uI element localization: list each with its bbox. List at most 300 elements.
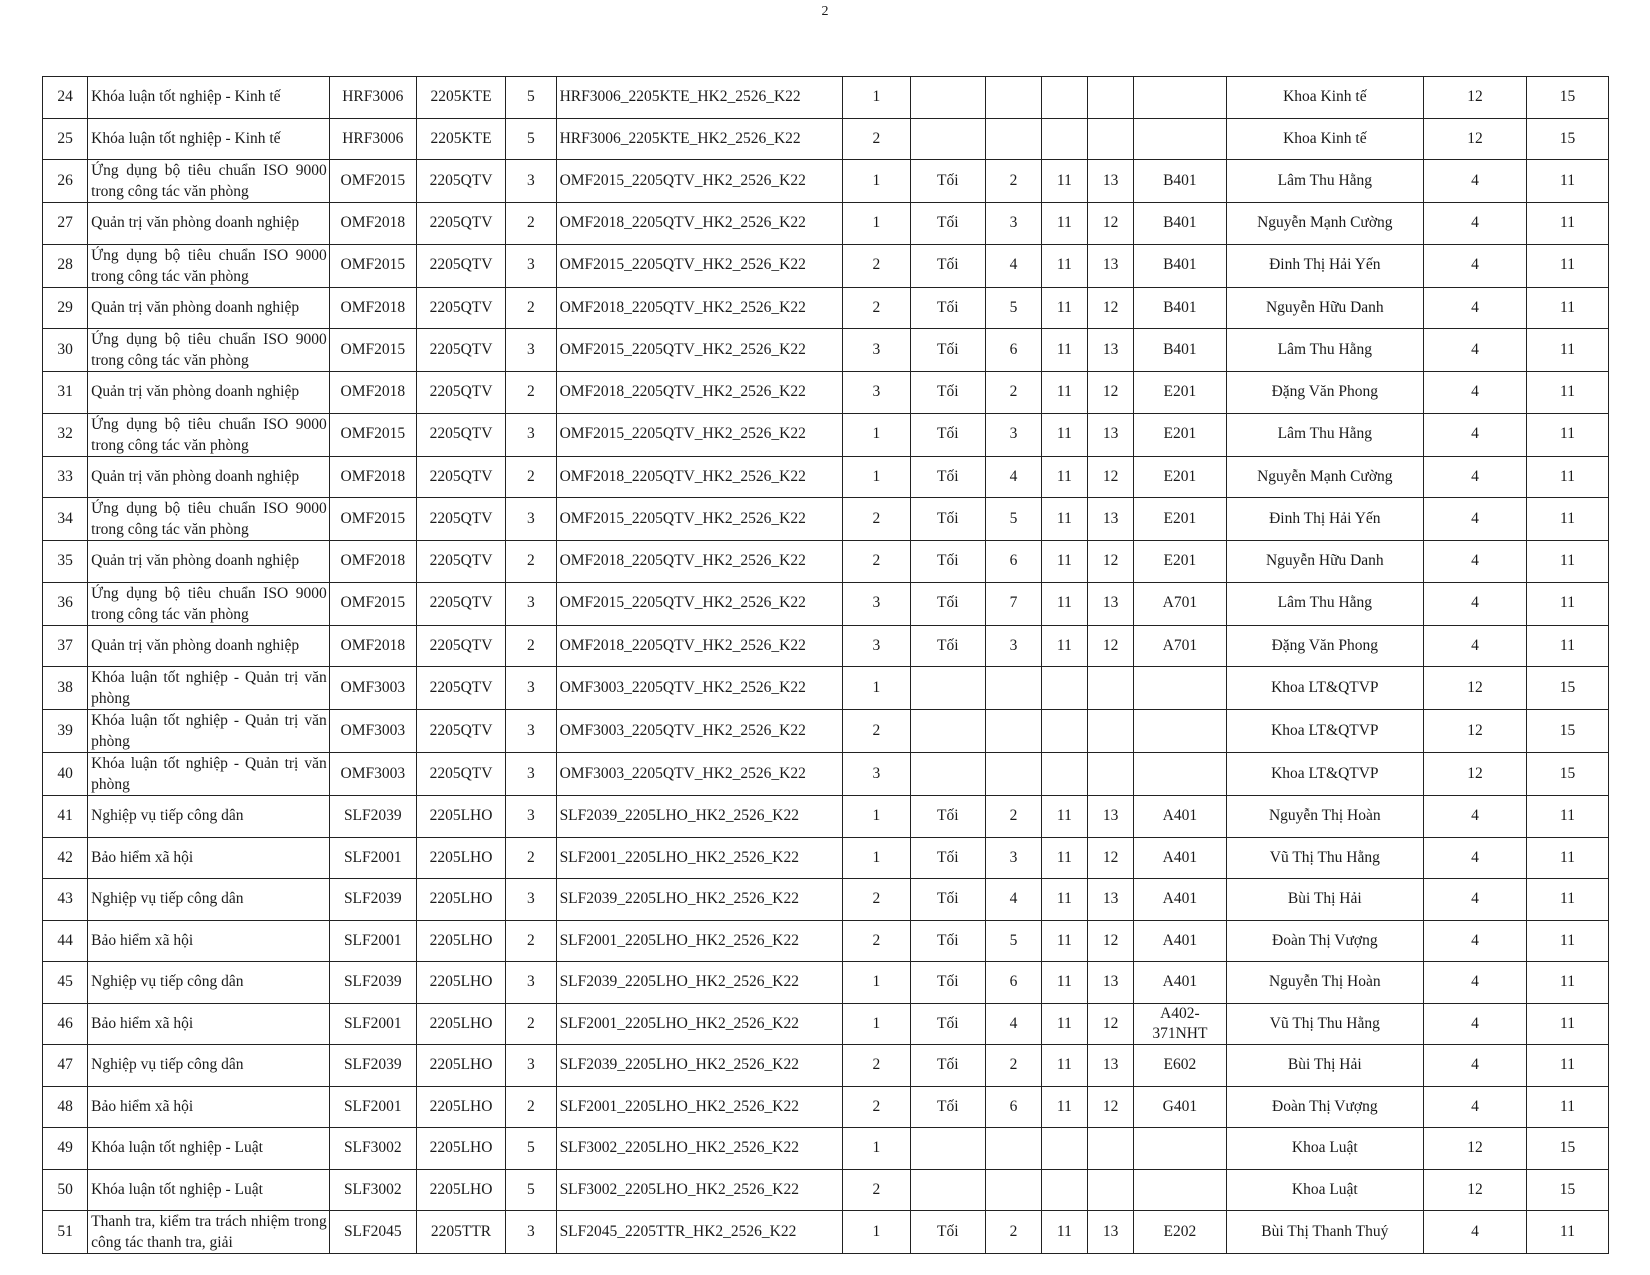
end-period-cell: 12 (1087, 456, 1133, 498)
weeks-from-cell: 4 (1424, 962, 1527, 1004)
section-code-cell: OMF2018_2205QTV_HK2_2526_K22 (556, 372, 843, 414)
lecturer-cell: Đặng Văn Phong (1226, 372, 1423, 414)
start-period-cell: 11 (1041, 372, 1087, 414)
class-code-cell: 2205KTE (416, 118, 505, 160)
weeks-to-cell: 11 (1526, 796, 1608, 838)
weeks-from-cell: 4 (1424, 1045, 1527, 1087)
session-cell: Tối (910, 244, 986, 287)
class-code-cell: 2205LHO (416, 879, 505, 921)
table-row (43, 920, 1609, 962)
room-cell: A401 (1134, 879, 1226, 921)
table-row (43, 118, 1609, 160)
session-cell: Tối (910, 541, 986, 583)
start-period-cell: 11 (1041, 1003, 1087, 1045)
weekday-cell: 6 (986, 1086, 1042, 1128)
credits-cell: 3 (506, 962, 556, 1004)
row-index-cell: 29 (43, 287, 88, 329)
session-cell: Tối (910, 920, 986, 962)
credits-cell: 2 (506, 456, 556, 498)
weeks-to-cell: 11 (1526, 920, 1608, 962)
class-code-cell: 2205QTV (416, 287, 505, 329)
group-number-cell: 3 (843, 329, 910, 372)
course-name-cell: Khóa luận tốt nghiệp - Kinh tế (88, 118, 330, 160)
end-period-cell: 13 (1087, 582, 1133, 625)
session-cell (910, 1128, 986, 1170)
start-period-cell (1041, 667, 1087, 710)
weekday-cell (986, 1169, 1042, 1211)
weeks-to-cell: 11 (1526, 962, 1608, 1004)
course-code-cell: OMF2018 (329, 541, 416, 583)
start-period-cell: 11 (1041, 413, 1087, 456)
weeks-to-cell: 15 (1526, 1169, 1608, 1211)
weeks-from-cell: 4 (1424, 1211, 1527, 1254)
row-index-cell: 38 (43, 667, 88, 710)
room-cell: A701 (1134, 625, 1226, 667)
weeks-from-cell: 12 (1424, 667, 1527, 710)
lecturer-cell: Khoa Luật (1226, 1128, 1423, 1170)
course-name-cell: Khóa luận tốt nghiệp - Quản trị văn phòng (88, 753, 330, 796)
table-row (43, 879, 1609, 921)
course-name-cell: Bảo hiểm xã hội (88, 1086, 330, 1128)
section-code-cell: OMF3003_2205QTV_HK2_2526_K22 (556, 667, 843, 710)
lecturer-cell: Đinh Thị Hải Yến (1226, 498, 1423, 541)
end-period-cell (1087, 77, 1133, 119)
row-index-cell: 32 (43, 413, 88, 456)
group-number-cell: 3 (843, 582, 910, 625)
course-name-cell: Khóa luận tốt nghiệp - Quản trị văn phòng (88, 667, 330, 710)
class-code-cell: 2205QTV (416, 625, 505, 667)
session-cell: Tối (910, 1003, 986, 1045)
weekday-cell (986, 667, 1042, 710)
course-name-cell: Khóa luận tốt nghiệp - Luật (88, 1128, 330, 1170)
room-cell: B401 (1134, 244, 1226, 287)
weekday-cell: 4 (986, 456, 1042, 498)
group-number-cell: 3 (843, 753, 910, 796)
course-name-cell: Bảo hiểm xã hội (88, 920, 330, 962)
group-number-cell: 1 (843, 203, 910, 245)
session-cell: Tối (910, 796, 986, 838)
row-index-cell: 36 (43, 582, 88, 625)
weeks-from-cell: 4 (1424, 1003, 1527, 1045)
section-code-cell: OMF2018_2205QTV_HK2_2526_K22 (556, 456, 843, 498)
section-code-cell: OMF3003_2205QTV_HK2_2526_K22 (556, 710, 843, 753)
weeks-from-cell: 4 (1424, 541, 1527, 583)
class-code-cell: 2205LHO (416, 920, 505, 962)
weekday-cell: 2 (986, 1211, 1042, 1254)
table-row (43, 1128, 1609, 1170)
weeks-to-cell: 11 (1526, 879, 1608, 921)
session-cell: Tối (910, 456, 986, 498)
course-name-cell: Quản trị văn phòng doanh nghiệp (88, 287, 330, 329)
weekday-cell (986, 753, 1042, 796)
session-cell (910, 667, 986, 710)
weeks-from-cell: 4 (1424, 625, 1527, 667)
weeks-to-cell: 11 (1526, 160, 1608, 203)
end-period-cell: 13 (1087, 244, 1133, 287)
class-code-cell: 2205QTV (416, 541, 505, 583)
table-row (43, 541, 1609, 583)
weeks-to-cell: 11 (1526, 287, 1608, 329)
section-code-cell: HRF3006_2205KTE_HK2_2526_K22 (556, 77, 843, 119)
lecturer-cell: Khoa Kinh tế (1226, 77, 1423, 119)
course-code-cell: OMF2018 (329, 625, 416, 667)
class-code-cell: 2205LHO (416, 837, 505, 879)
credits-cell: 2 (506, 203, 556, 245)
table-row (43, 1045, 1609, 1087)
room-cell: A401 (1134, 962, 1226, 1004)
weeks-from-cell: 12 (1424, 753, 1527, 796)
weeks-to-cell: 11 (1526, 372, 1608, 414)
section-code-cell: SLF2001_2205LHO_HK2_2526_K22 (556, 837, 843, 879)
section-code-cell: OMF2015_2205QTV_HK2_2526_K22 (556, 413, 843, 456)
group-number-cell: 2 (843, 244, 910, 287)
start-period-cell: 11 (1041, 244, 1087, 287)
start-period-cell (1041, 710, 1087, 753)
start-period-cell: 11 (1041, 625, 1087, 667)
end-period-cell: 13 (1087, 962, 1133, 1004)
credits-cell: 2 (506, 837, 556, 879)
course-code-cell: HRF3006 (329, 118, 416, 160)
group-number-cell: 3 (843, 372, 910, 414)
room-cell (1134, 118, 1226, 160)
class-code-cell: 2205QTV (416, 498, 505, 541)
end-period-cell: 12 (1087, 837, 1133, 879)
start-period-cell: 11 (1041, 541, 1087, 583)
weeks-to-cell: 15 (1526, 710, 1608, 753)
course-name-cell: Nghiệp vụ tiếp công dân (88, 962, 330, 1004)
end-period-cell: 12 (1087, 203, 1133, 245)
start-period-cell: 11 (1041, 203, 1087, 245)
weeks-from-cell: 4 (1424, 413, 1527, 456)
class-code-cell: 2205QTV (416, 160, 505, 203)
group-number-cell: 2 (843, 1045, 910, 1087)
table-row (43, 1211, 1609, 1254)
course-name-cell: Khóa luận tốt nghiệp - Kinh tế (88, 77, 330, 119)
lecturer-cell: Đoàn Thị Vượng (1226, 920, 1423, 962)
session-cell: Tối (910, 203, 986, 245)
session-cell: Tối (910, 625, 986, 667)
group-number-cell: 1 (843, 796, 910, 838)
section-code-cell: OMF2015_2205QTV_HK2_2526_K22 (556, 244, 843, 287)
lecturer-cell: Lâm Thu Hằng (1226, 413, 1423, 456)
lecturer-cell: Đoàn Thị Vượng (1226, 1086, 1423, 1128)
class-code-cell: 2205KTE (416, 77, 505, 119)
room-cell (1134, 710, 1226, 753)
course-name-cell: Quản trị văn phòng doanh nghiệp (88, 203, 330, 245)
table-row (43, 287, 1609, 329)
start-period-cell: 11 (1041, 920, 1087, 962)
course-code-cell: OMF2015 (329, 244, 416, 287)
group-number-cell: 2 (843, 1086, 910, 1128)
weeks-from-cell: 12 (1424, 1128, 1527, 1170)
start-period-cell: 11 (1041, 582, 1087, 625)
section-code-cell: OMF2015_2205QTV_HK2_2526_K22 (556, 160, 843, 203)
start-period-cell: 11 (1041, 1086, 1087, 1128)
start-period-cell (1041, 753, 1087, 796)
start-period-cell (1041, 1169, 1087, 1211)
course-code-cell: OMF2018 (329, 203, 416, 245)
table-row (43, 244, 1609, 287)
course-code-cell: OMF2015 (329, 413, 416, 456)
course-code-cell: SLF3002 (329, 1128, 416, 1170)
class-code-cell: 2205QTV (416, 667, 505, 710)
weeks-to-cell: 15 (1526, 667, 1608, 710)
credits-cell: 5 (506, 1128, 556, 1170)
course-name-cell: Quản trị văn phòng doanh nghiệp (88, 372, 330, 414)
start-period-cell: 11 (1041, 837, 1087, 879)
course-name-cell: Bảo hiểm xã hội (88, 1003, 330, 1045)
room-cell (1134, 1169, 1226, 1211)
lecturer-cell: Khoa Kinh tế (1226, 118, 1423, 160)
credits-cell: 3 (506, 498, 556, 541)
section-code-cell: OMF2018_2205QTV_HK2_2526_K22 (556, 625, 843, 667)
lecturer-cell: Bùi Thị Thanh Thuý (1226, 1211, 1423, 1254)
session-cell (910, 710, 986, 753)
section-code-cell: SLF2039_2205LHO_HK2_2526_K22 (556, 1045, 843, 1087)
course-code-cell: OMF2015 (329, 329, 416, 372)
section-code-cell: OMF2015_2205QTV_HK2_2526_K22 (556, 498, 843, 541)
weeks-from-cell: 4 (1424, 498, 1527, 541)
weekday-cell: 5 (986, 920, 1042, 962)
session-cell: Tối (910, 879, 986, 921)
lecturer-cell: Nguyễn Thị Hoàn (1226, 962, 1423, 1004)
schedule-table (42, 76, 1609, 1254)
course-code-cell: SLF2039 (329, 879, 416, 921)
weeks-to-cell: 15 (1526, 1128, 1608, 1170)
course-code-cell: OMF2018 (329, 287, 416, 329)
credits-cell: 3 (506, 753, 556, 796)
course-name-cell: Ứng dụng bộ tiêu chuẩn ISO 9000 trong công tác văn phòng (88, 498, 330, 541)
weekday-cell: 7 (986, 582, 1042, 625)
course-code-cell: SLF3002 (329, 1169, 416, 1211)
start-period-cell: 11 (1041, 498, 1087, 541)
course-name-cell: Nghiệp vụ tiếp công dân (88, 1045, 330, 1087)
course-code-cell: SLF2001 (329, 920, 416, 962)
table-row (43, 710, 1609, 753)
row-index-cell: 48 (43, 1086, 88, 1128)
lecturer-cell: Bùi Thị Hải (1226, 1045, 1423, 1087)
table-row (43, 753, 1609, 796)
weeks-to-cell: 11 (1526, 329, 1608, 372)
course-name-cell: Khóa luận tốt nghiệp - Luật (88, 1169, 330, 1211)
session-cell: Tối (910, 1045, 986, 1087)
weekday-cell: 2 (986, 796, 1042, 838)
room-cell: A401 (1134, 920, 1226, 962)
end-period-cell: 13 (1087, 498, 1133, 541)
room-cell (1134, 1128, 1226, 1170)
end-period-cell: 12 (1087, 372, 1133, 414)
group-number-cell: 1 (843, 837, 910, 879)
lecturer-cell: Lâm Thu Hằng (1226, 329, 1423, 372)
class-code-cell: 2205LHO (416, 1045, 505, 1087)
start-period-cell: 11 (1041, 287, 1087, 329)
credits-cell: 3 (506, 667, 556, 710)
class-code-cell: 2205LHO (416, 796, 505, 838)
table-row (43, 160, 1609, 203)
row-index-cell: 26 (43, 160, 88, 203)
credits-cell: 3 (506, 1211, 556, 1254)
weekday-cell: 3 (986, 413, 1042, 456)
group-number-cell: 1 (843, 77, 910, 119)
end-period-cell (1087, 710, 1133, 753)
weekday-cell: 5 (986, 287, 1042, 329)
room-cell: A402-371NHT (1134, 1003, 1226, 1045)
weekday-cell: 4 (986, 1003, 1042, 1045)
credits-cell: 5 (506, 1169, 556, 1211)
end-period-cell (1087, 753, 1133, 796)
group-number-cell: 3 (843, 625, 910, 667)
credits-cell: 3 (506, 879, 556, 921)
course-name-cell: Bảo hiểm xã hội (88, 837, 330, 879)
credits-cell: 2 (506, 541, 556, 583)
class-code-cell: 2205QTV (416, 203, 505, 245)
end-period-cell (1087, 667, 1133, 710)
table-row (43, 329, 1609, 372)
row-index-cell: 27 (43, 203, 88, 245)
section-code-cell: SLF2039_2205LHO_HK2_2526_K22 (556, 962, 843, 1004)
room-cell: E602 (1134, 1045, 1226, 1087)
room-cell (1134, 753, 1226, 796)
course-name-cell: Quản trị văn phòng doanh nghiệp (88, 456, 330, 498)
room-cell (1134, 77, 1226, 119)
course-name-cell: Quản trị văn phòng doanh nghiệp (88, 625, 330, 667)
table-row (43, 1003, 1609, 1045)
room-cell: B401 (1134, 203, 1226, 245)
section-code-cell: OMF2015_2205QTV_HK2_2526_K22 (556, 582, 843, 625)
weekday-cell: 4 (986, 879, 1042, 921)
credits-cell: 5 (506, 118, 556, 160)
course-name-cell: Khóa luận tốt nghiệp - Quản trị văn phòng (88, 710, 330, 753)
session-cell: Tối (910, 329, 986, 372)
lecturer-cell: Khoa Luật (1226, 1169, 1423, 1211)
weeks-to-cell: 15 (1526, 753, 1608, 796)
class-code-cell: 2205QTV (416, 372, 505, 414)
course-code-cell: OMF3003 (329, 667, 416, 710)
table-row (43, 962, 1609, 1004)
end-period-cell: 12 (1087, 1003, 1133, 1045)
course-code-cell: SLF2039 (329, 1045, 416, 1087)
section-code-cell: SLF2045_2205TTR_HK2_2526_K22 (556, 1211, 843, 1254)
group-number-cell: 1 (843, 1003, 910, 1045)
credits-cell: 2 (506, 287, 556, 329)
end-period-cell: 13 (1087, 160, 1133, 203)
course-name-cell: Ứng dụng bộ tiêu chuẩn ISO 9000 trong công tác văn phòng (88, 244, 330, 287)
end-period-cell: 13 (1087, 329, 1133, 372)
group-number-cell: 1 (843, 456, 910, 498)
row-index-cell: 51 (43, 1211, 88, 1254)
session-cell: Tối (910, 413, 986, 456)
start-period-cell (1041, 1128, 1087, 1170)
lecturer-cell: Lâm Thu Hằng (1226, 160, 1423, 203)
course-code-cell: OMF2015 (329, 582, 416, 625)
weeks-to-cell: 11 (1526, 498, 1608, 541)
row-index-cell: 37 (43, 625, 88, 667)
row-index-cell: 45 (43, 962, 88, 1004)
course-code-cell: OMF2015 (329, 160, 416, 203)
end-period-cell (1087, 118, 1133, 160)
start-period-cell: 11 (1041, 329, 1087, 372)
row-index-cell: 33 (43, 456, 88, 498)
session-cell: Tối (910, 837, 986, 879)
course-name-cell: Thanh tra, kiểm tra trách nhiệm trong công tác thanh tra, giải (88, 1211, 330, 1254)
room-cell: B401 (1134, 287, 1226, 329)
group-number-cell: 2 (843, 118, 910, 160)
class-code-cell: 2205QTV (416, 329, 505, 372)
group-number-cell: 2 (843, 710, 910, 753)
room-cell: E201 (1134, 541, 1226, 583)
weeks-to-cell: 15 (1526, 118, 1608, 160)
weeks-to-cell: 11 (1526, 1086, 1608, 1128)
session-cell: Tối (910, 1086, 986, 1128)
lecturer-cell: Vũ Thị Thu Hằng (1226, 837, 1423, 879)
weekday-cell: 6 (986, 541, 1042, 583)
session-cell (910, 77, 986, 119)
group-number-cell: 1 (843, 1211, 910, 1254)
section-code-cell: SLF2001_2205LHO_HK2_2526_K22 (556, 920, 843, 962)
lecturer-cell: Khoa LT&QTVP (1226, 710, 1423, 753)
end-period-cell: 12 (1087, 920, 1133, 962)
weekday-cell: 2 (986, 372, 1042, 414)
course-name-cell: Nghiệp vụ tiếp công dân (88, 796, 330, 838)
table-row (43, 582, 1609, 625)
weeks-to-cell: 11 (1526, 837, 1608, 879)
room-cell: B401 (1134, 329, 1226, 372)
section-code-cell: OMF2018_2205QTV_HK2_2526_K22 (556, 541, 843, 583)
group-number-cell: 2 (843, 498, 910, 541)
group-number-cell: 1 (843, 962, 910, 1004)
group-number-cell: 2 (843, 287, 910, 329)
row-index-cell: 40 (43, 753, 88, 796)
start-period-cell: 11 (1041, 879, 1087, 921)
start-period-cell: 11 (1041, 160, 1087, 203)
start-period-cell: 11 (1041, 962, 1087, 1004)
section-code-cell: SLF3002_2205LHO_HK2_2526_K22 (556, 1128, 843, 1170)
session-cell: Tối (910, 498, 986, 541)
start-period-cell (1041, 118, 1087, 160)
weekday-cell: 2 (986, 1045, 1042, 1087)
class-code-cell: 2205LHO (416, 962, 505, 1004)
table-row (43, 1086, 1609, 1128)
room-cell: E201 (1134, 456, 1226, 498)
session-cell (910, 753, 986, 796)
course-name-cell: Nghiệp vụ tiếp công dân (88, 879, 330, 921)
weeks-from-cell: 4 (1424, 203, 1527, 245)
weekday-cell (986, 710, 1042, 753)
end-period-cell: 12 (1087, 541, 1133, 583)
row-index-cell: 31 (43, 372, 88, 414)
credits-cell: 2 (506, 1003, 556, 1045)
row-index-cell: 24 (43, 77, 88, 119)
section-code-cell: HRF3006_2205KTE_HK2_2526_K22 (556, 118, 843, 160)
row-index-cell: 43 (43, 879, 88, 921)
credits-cell: 3 (506, 796, 556, 838)
end-period-cell: 12 (1087, 1086, 1133, 1128)
weekday-cell (986, 118, 1042, 160)
row-index-cell: 42 (43, 837, 88, 879)
course-name-cell: Ứng dụng bộ tiêu chuẩn ISO 9000 trong công tác văn phòng (88, 160, 330, 203)
credits-cell: 2 (506, 625, 556, 667)
room-cell: B401 (1134, 160, 1226, 203)
weeks-to-cell: 11 (1526, 625, 1608, 667)
credits-cell: 3 (506, 582, 556, 625)
class-code-cell: 2205LHO (416, 1086, 505, 1128)
class-code-cell: 2205QTV (416, 582, 505, 625)
end-period-cell: 13 (1087, 796, 1133, 838)
end-period-cell: 13 (1087, 1211, 1133, 1254)
end-period-cell (1087, 1128, 1133, 1170)
weeks-from-cell: 4 (1424, 879, 1527, 921)
course-code-cell: OMF2015 (329, 498, 416, 541)
